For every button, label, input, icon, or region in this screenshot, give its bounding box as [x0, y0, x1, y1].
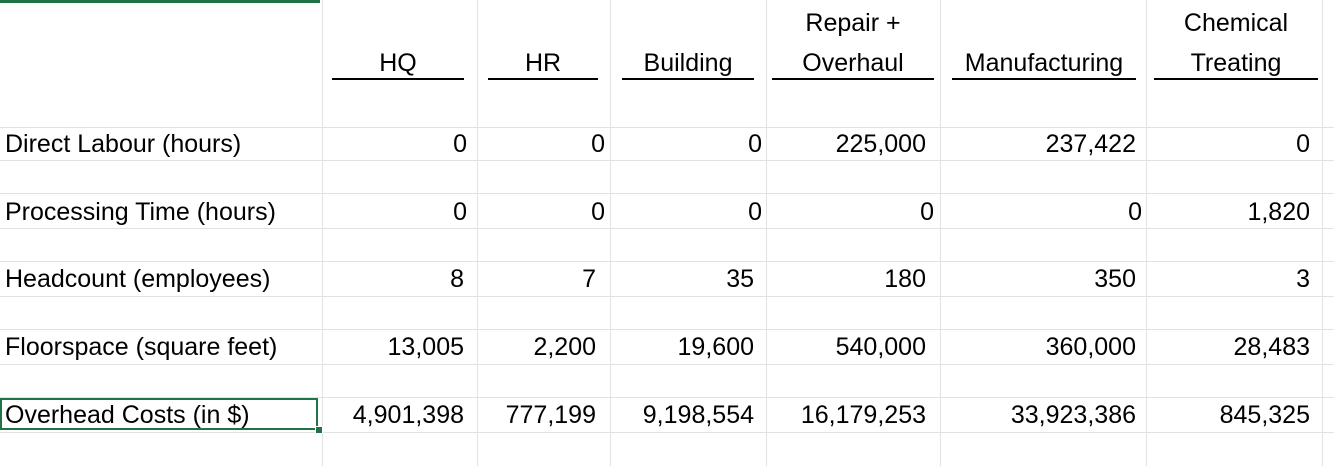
header-underline — [332, 78, 464, 80]
table-cell[interactable]: 0 — [453, 130, 467, 158]
header-hq[interactable]: HQ — [379, 49, 417, 77]
gridline — [0, 228, 1334, 229]
table-cell[interactable]: 0 — [1128, 198, 1142, 226]
table-cell[interactable]: 0 — [920, 198, 934, 226]
header-underline — [622, 78, 754, 80]
table-cell[interactable]: 225,000 — [835, 130, 926, 158]
table-cell[interactable]: 777,199 — [505, 401, 596, 429]
table-cell[interactable]: 28,483 — [1233, 333, 1310, 361]
table-cell[interactable]: 2,200 — [533, 333, 596, 361]
table-cell[interactable]: 9,198,554 — [642, 401, 754, 429]
header-underline — [772, 78, 934, 80]
header-building[interactable]: Building — [643, 49, 733, 77]
row-label-overhead-costs[interactable]: Overhead Costs (in $) — [5, 401, 250, 429]
header-repair-overhaul-line2[interactable]: Overhaul — [802, 49, 904, 77]
table-cell[interactable]: 16,179,253 — [800, 401, 926, 429]
table-cell[interactable]: 0 — [1296, 130, 1310, 158]
gridline — [0, 432, 1334, 433]
table-cell[interactable]: 13,005 — [387, 333, 464, 361]
header-hr[interactable]: HR — [524, 49, 562, 77]
row-label-processing-time[interactable]: Processing Time (hours) — [5, 198, 276, 226]
gridline — [0, 261, 1334, 262]
header-repair-overhaul-line1[interactable]: Repair + — [805, 9, 901, 37]
table-cell[interactable]: 19,600 — [677, 333, 754, 361]
header-chemical-treating-line2[interactable]: Treating — [1190, 49, 1282, 77]
header-underline — [952, 78, 1136, 80]
table-cell[interactable]: 8 — [450, 265, 464, 293]
table-cell[interactable]: 360,000 — [1045, 333, 1136, 361]
gridline — [0, 127, 1334, 128]
table-cell[interactable]: 35 — [726, 265, 754, 293]
header-underline — [1154, 78, 1318, 80]
row-label-direct-labour[interactable]: Direct Labour (hours) — [5, 130, 242, 158]
table-cell[interactable]: 180 — [884, 265, 926, 293]
table-cell[interactable]: 0 — [748, 130, 762, 158]
table-cell[interactable]: 4,901,398 — [352, 401, 464, 429]
header-underline — [488, 78, 598, 80]
table-cell[interactable]: 3 — [1296, 265, 1310, 293]
selected-cell-border[interactable] — [0, 398, 318, 430]
header-manufacturing[interactable]: Manufacturing — [964, 49, 1124, 77]
table-cell[interactable]: 540,000 — [835, 333, 926, 361]
gridline — [0, 160, 1334, 161]
table-cell[interactable]: 7 — [582, 265, 596, 293]
header-chemical-treating-line1[interactable]: Chemical — [1183, 9, 1289, 37]
table-cell[interactable]: 845,325 — [1219, 401, 1310, 429]
table-cell[interactable]: 0 — [748, 198, 762, 226]
gridline — [0, 296, 1334, 297]
row-label-floorspace[interactable]: Floorspace (square feet) — [5, 333, 278, 361]
table-cell[interactable]: 0 — [453, 198, 467, 226]
table-cell[interactable]: 1,820 — [1247, 198, 1310, 226]
column-header-accent — [0, 0, 320, 3]
table-cell[interactable]: 33,923,386 — [1010, 401, 1136, 429]
gridline — [0, 193, 1334, 194]
gridline — [0, 364, 1334, 365]
gridline — [0, 329, 1334, 330]
row-label-headcount[interactable]: Headcount (employees) — [5, 265, 271, 293]
table-cell[interactable]: 0 — [591, 198, 605, 226]
table-cell[interactable]: 237,422 — [1045, 130, 1136, 158]
fill-handle[interactable] — [315, 426, 323, 434]
table-cell[interactable]: 350 — [1094, 265, 1136, 293]
table-cell[interactable]: 0 — [591, 130, 605, 158]
